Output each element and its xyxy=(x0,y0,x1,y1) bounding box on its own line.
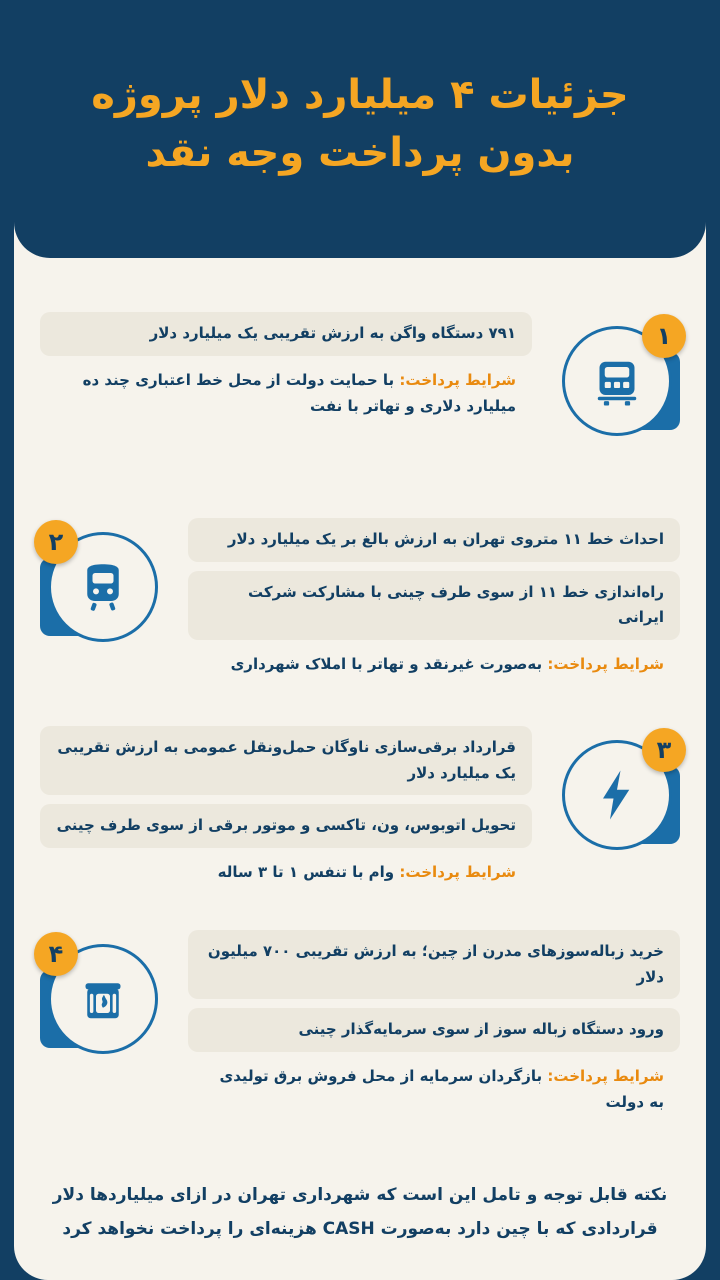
item-3-line-1: قرارداد برقی‌سازی ناوگان حمل‌ونقل عمومی به ارزش تقریبی یک میلیارد دلار xyxy=(40,726,532,795)
footer-line-1: نکته قابل توجه و تامل این است که شهرداری تهران در ازای میلیاردها دلار xyxy=(52,1185,668,1205)
item-4-payment xyxy=(188,1061,680,1116)
item-1-line-1: ۷۹۱ دستگاه واگن به ارزش تقریبی یک میلیارد دلار xyxy=(40,312,532,356)
item-4-text-block xyxy=(188,930,680,1115)
item-2-payment-text: به‌صورت غیرنقد و تهاتر با املاک شهرداری xyxy=(230,654,548,673)
item-1-text-block xyxy=(40,312,532,419)
page-title-line-1: جزئیات ۴ میلیارد دلار پروژه xyxy=(91,72,629,118)
item-4-payment-label: شرایط پرداخت: xyxy=(547,1066,664,1085)
item-2-line-1: احداث خط ۱۱ متروی تهران به ارزش بالغ بر یک میلیارد دلار xyxy=(188,518,680,562)
item-1-number-badge: ۱ xyxy=(642,314,686,358)
item-3-number-badge: ۳ xyxy=(642,728,686,772)
item-row-4 xyxy=(40,930,680,1111)
item-row-3 xyxy=(40,726,680,896)
item-2-number-badge: ۲ xyxy=(34,520,78,564)
item-row-2 xyxy=(40,518,680,688)
item-2-line-2: راه‌اندازی خط ۱۱ از سوی طرف چینی با مشارکت شرکت ایرانی xyxy=(188,571,680,640)
item-4-line-1: خرید زباله‌سوزهای مدرن از چین؛ به ارزش تقریبی ۷۰۰ میلیون دلار xyxy=(188,930,680,999)
header-band xyxy=(14,0,706,258)
item-4-number-badge: ۴ xyxy=(34,932,78,976)
item-4-payment-text: بازگردان سرمایه از محل فروش برق تولیدی به دولت xyxy=(219,1066,664,1111)
item-1-payment xyxy=(40,365,532,420)
item-2-payment-label: شرایط پرداخت: xyxy=(547,654,664,673)
item-row-1 xyxy=(40,312,680,472)
item-4-icon-group xyxy=(40,936,166,1062)
item-1-payment-label: شرایط پرداخت: xyxy=(399,370,516,389)
item-4-line-2: ورود دستگاه زباله سوز از سوی سرمایه‌گذار چینی xyxy=(188,1008,680,1052)
item-3-text-block xyxy=(40,726,532,885)
item-3-payment-label: شرایط پرداخت: xyxy=(399,862,516,881)
item-1-payment-text: با حمایت دولت از محل خط اعتباری چند ده میلیارد دلاری و تهاتر با نفت xyxy=(82,370,516,415)
item-3-icon-group xyxy=(554,732,680,858)
item-2-text-block xyxy=(188,518,680,677)
item-2-payment xyxy=(188,649,680,677)
item-2-icon-group xyxy=(40,524,166,650)
item-1-icon-group xyxy=(554,318,680,444)
page-title-line-2: بدون پرداخت وجه نقد xyxy=(145,130,575,176)
item-3-payment xyxy=(40,857,532,885)
item-3-payment-text: وام با تنفس ۱ تا ۳ ساله xyxy=(217,862,400,881)
footer-line-2: قراردادی که با چین دارد به‌صورت CASH هزینه‌ای را پرداخت نخواهد کرد xyxy=(62,1219,658,1239)
item-3-line-2: تحویل اتوبوس، ون، تاکسی و موتور برقی از سوی طرف چینی xyxy=(40,804,532,848)
footer-note xyxy=(40,1178,680,1246)
